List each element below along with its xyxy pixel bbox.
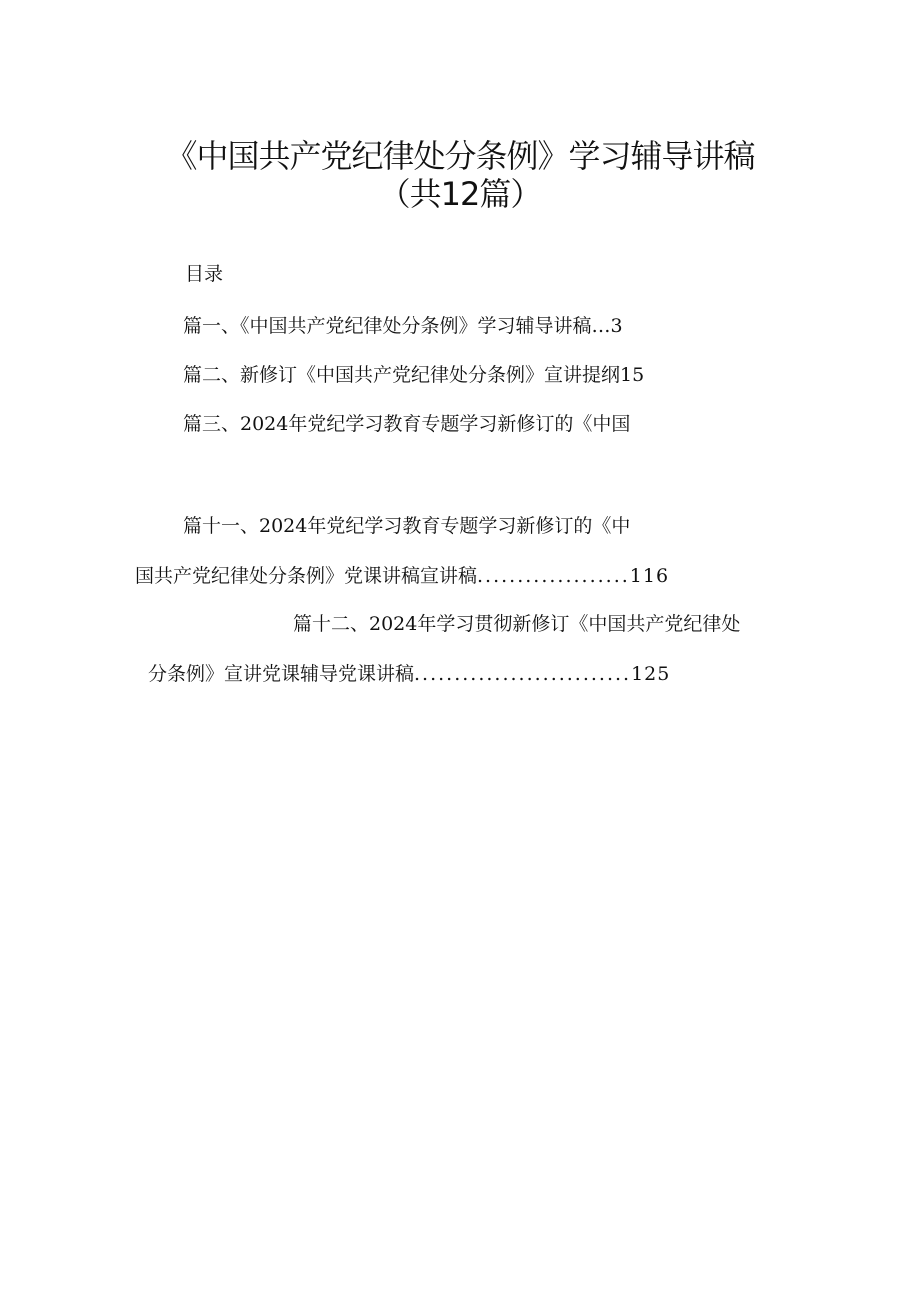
toc-entry-12-line2[interactable] [148,661,670,687]
toc-entry-11-line2[interactable] [135,563,669,589]
toc-entry-12-line1[interactable]: 篇十二、2024年学习贯彻新修订《中国共产党纪律处 [293,613,741,635]
toc-entry-12-leader-dots: ........................... [414,663,632,685]
toc-entry-11-text: 国共产党纪律处分条例》党课讲稿宣讲稿 [135,565,478,587]
toc-heading: 目录 [185,263,224,285]
toc-entry-2[interactable]: 篇二、新修订《中国共产党纪律处分条例》宣讲提纲15 [183,364,645,386]
toc-entry-11-page-number: 116 [629,565,670,587]
toc-entry-11-line1[interactable]: 篇十一、2024年党纪学习教育专题学习新修订的《中 [183,515,631,537]
document-title-line1: 《中国共产党纪律处分条例》学习辅导讲稿 [165,137,755,175]
document-title-line2: （共12篇） [378,175,542,213]
toc-entry-1[interactable]: 篇一、《中国共产党纪律处分条例》学习辅导讲稿…3 [183,315,623,337]
toc-entry-11-leader-dots: ................... [477,565,630,587]
toc-entry-3[interactable]: 篇三、2024年党纪学习教育专题学习新修订的《中国 [183,413,631,435]
toc-entry-12-page-number: 125 [631,663,671,685]
toc-entry-12-text: 分条例》宣讲党课辅导党课讲稿 [148,663,415,685]
